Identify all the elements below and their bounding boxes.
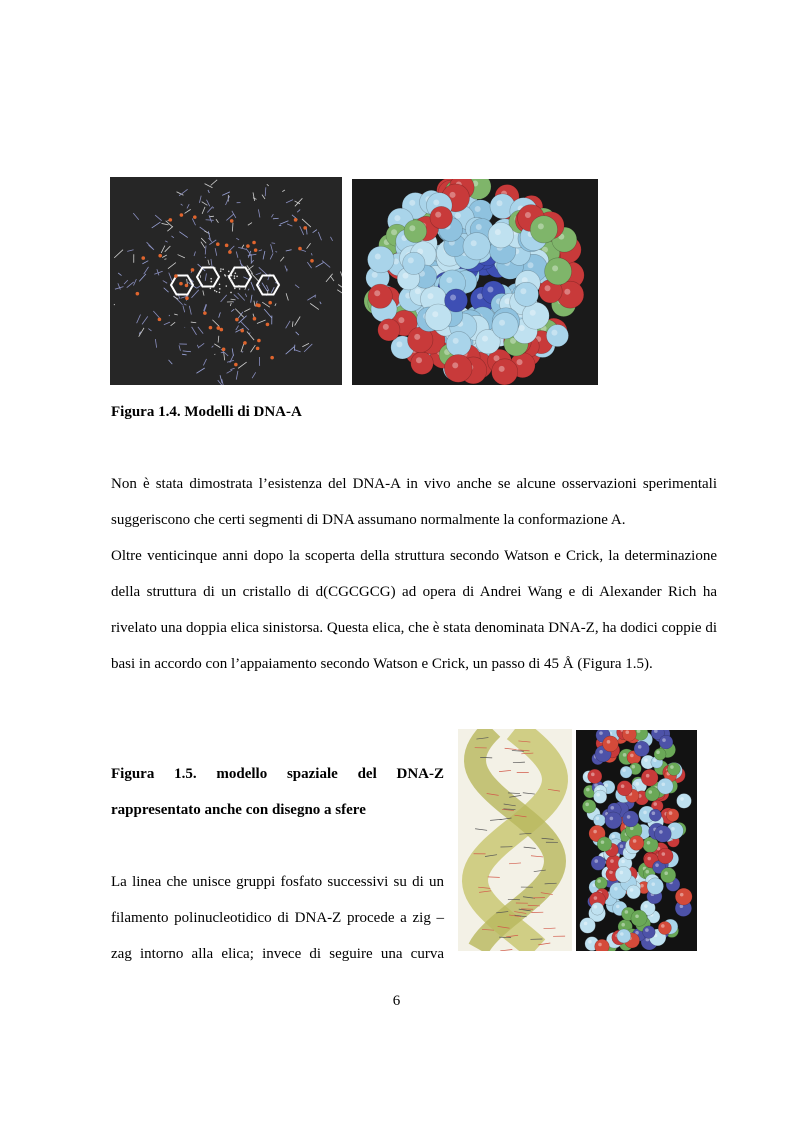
figure-1-5-caption-line-2: rappresentato anche con disegno a sfere	[111, 802, 366, 818]
figure-1-5-caption	[111, 756, 444, 828]
paragraph-2: Oltre venticinque anni dopo la scoperta della struttura secondo Watson e Crick, la determinazione della struttura di un cristallo di d(CGCGCG) ad opera di Andrei Wang e di Alexander Rich ha rivelato una doppia elica sinistorsa. Questa elica, che è stata denominata DNA-Z, ha dodici coppie di basi in accordo con l’appaiamento secondo Watson e Crick, un passo di 45 Å (Figura 1.5).	[111, 548, 717, 672]
paragraph-3-line-2: filamento polinucleotidico di DNA-Z procede a zig –	[111, 910, 444, 926]
dna-a-spacefill-model-image	[352, 179, 598, 385]
page-number: 6	[392, 993, 401, 1009]
paragraph-3-line-3: zag intorno alla elica; invece di seguire una curva	[111, 946, 444, 962]
paragraph-3-line-1: La linea che unisce gruppi fosfato successivi su di un	[111, 874, 444, 890]
figure-1-4-caption: Figura 1.4. Modelli di DNA-A	[111, 404, 302, 420]
dna-z-spacefill-model-image	[576, 730, 697, 951]
paragraph-1: Non è stata dimostrata l’esistenza del DNA-A in vivo anche se alcune osservazioni sperimentali suggeriscono che certi segmenti di DNA assumano normalmente la conformazione A.	[111, 476, 717, 528]
dna-a-stick-model-image	[110, 177, 342, 385]
paragraph-3	[111, 864, 444, 972]
figure-1-5-caption-line-1: Figura 1.5. modello spaziale del DNA-Z	[111, 766, 444, 782]
dna-z-ribbon-drawing-image	[458, 729, 572, 951]
